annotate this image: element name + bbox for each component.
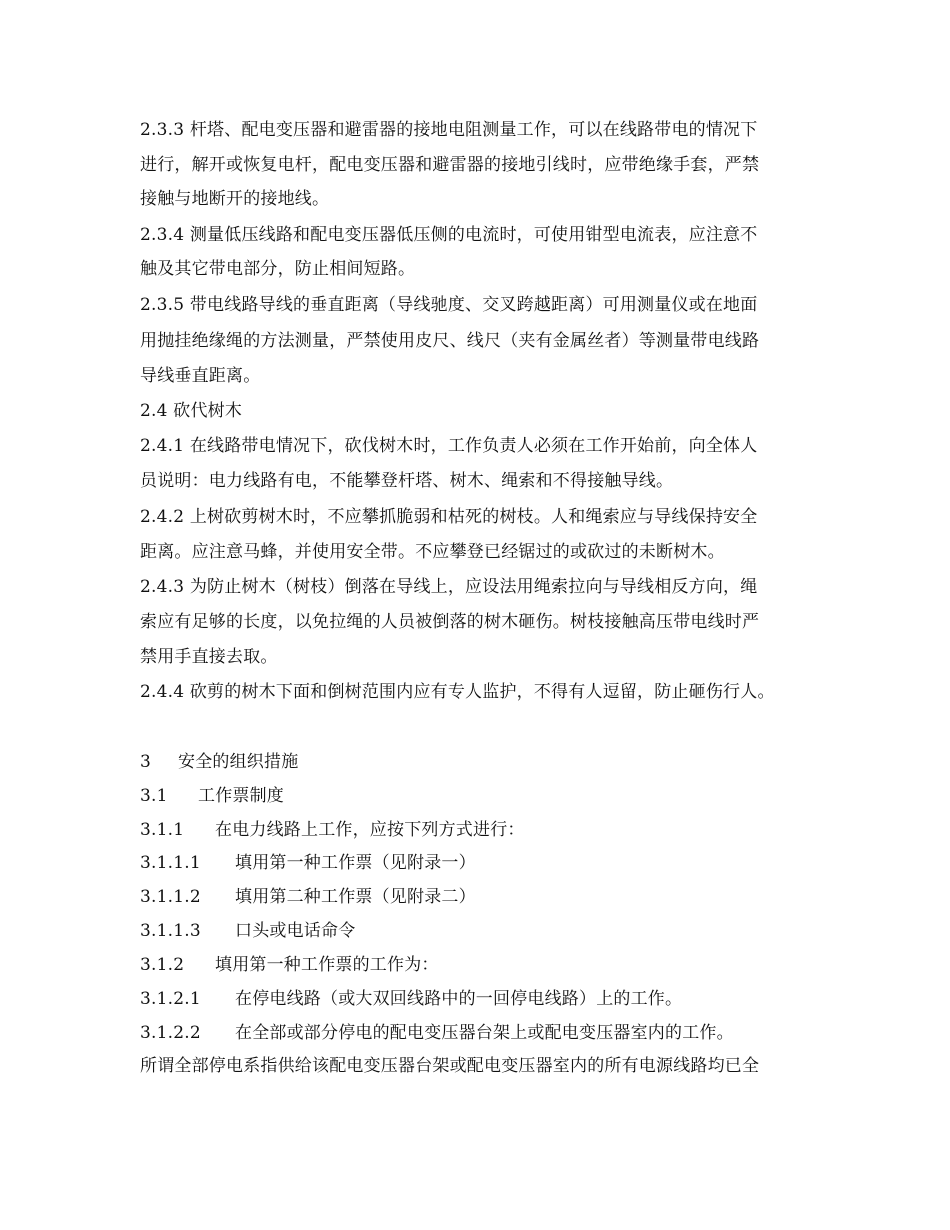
text-line: 所谓全部停电系指供给该配电变压器台架或配电变压器室内的所有电源线路均已全 — [140, 1056, 760, 1076]
outline-item — [140, 887, 476, 907]
text-line: 触及其它带电部分，防止相间短路。 — [140, 259, 416, 279]
text-line: 用抛挂绝缘绳的方法测量，严禁使用皮尺、线尺（夹有金属丝者）等测量带电线路 — [140, 331, 760, 351]
text-line: 接触与地断开的接地线。 — [140, 189, 330, 209]
outline-text: 在停电线路（或大双回线路中的一回停电线路）上的工作。 — [235, 989, 683, 1009]
outline-number: 3.1.2.2 — [140, 1023, 201, 1043]
text-line: 2.3.3 杆塔、配电变压器和避雷器的接地电阻测量工作，可以在线路带电的情况下 — [140, 120, 758, 140]
outline-number: 3.1.1 — [140, 820, 185, 840]
outline-text: 工作票制度 — [198, 786, 284, 806]
text-line: 员说明：电力线路有电，不能攀登杆塔、树木、绳索和不得接触导线。 — [140, 471, 674, 491]
text-line: 2.4.3 为防止树木（树枝）倒落在导线上，应设法用绳索拉向与导线相反方向，绳 — [140, 577, 758, 597]
outline-number: 3.1.2.1 — [140, 989, 201, 1009]
outline-item — [140, 989, 682, 1009]
outline-number: 3.1.1.1 — [140, 853, 201, 873]
outline-item — [140, 786, 284, 806]
outline-number: 3.1.1.3 — [140, 921, 201, 941]
text-line: 2.4.4 砍剪的树木下面和倒树范围内应有专人监护，不得有人逗留，防止砸伤行人。 — [140, 682, 775, 702]
text-line: 2.4.2 上树砍剪树木时，不应攀抓脆弱和枯死的树枝。人和绳索应与导线保持安全 — [140, 507, 758, 527]
outline-item — [140, 921, 355, 941]
text-line: 2.3.4 测量低压线路和配电变压器低压侧的电流时，可使用钳型电流表，应注意不 — [140, 225, 758, 245]
outline-number: 3.1 — [140, 786, 168, 806]
outline-text: 填用第一种工作票的工作为： — [215, 955, 439, 975]
outline-text: 在电力线路上工作，应按下列方式进行： — [215, 820, 525, 840]
outline-item — [140, 820, 525, 840]
text-line: 2.3.5 带电线路导线的垂直距离（导线驰度、交叉跨越距离）可用测量仪或在地面 — [140, 295, 758, 315]
outline-item — [140, 955, 439, 975]
outline-item — [140, 1023, 734, 1043]
outline-item — [140, 752, 298, 772]
text-line: 导线垂直距离。 — [140, 366, 261, 386]
text-line: 距离。应注意马蜂，并使用安全带。不应攀登已经锯过的或砍过的未断树木。 — [140, 542, 725, 562]
section-heading: 2.4 砍代树木 — [140, 401, 243, 421]
text-line: 进行，解开或恢复电杆，配电变压器和避雷器的接地引线时，应带绝缘手套，严禁 — [140, 155, 760, 175]
text-line: 禁用手直接去取。 — [140, 647, 278, 667]
outline-text: 口头或电话命令 — [235, 921, 356, 941]
outline-text: 填用第二种工作票（见附录二） — [235, 887, 476, 907]
outline-text: 在全部或部分停电的配电变压器台架上或配电变压器室内的工作。 — [235, 1023, 734, 1043]
text-line: 2.4.1 在线路带电情况下，砍伐树木时，工作负责人必须在工作开始前，向全体人 — [140, 436, 758, 456]
outline-number: 3.1.2 — [140, 955, 185, 975]
outline-item — [140, 853, 476, 873]
outline-text: 安全的组织措施 — [178, 752, 299, 772]
outline-number: 3.1.1.2 — [140, 887, 201, 907]
text-line: 索应有足够的长度，以免拉绳的人员被倒落的树木砸伤。树枝接触高压带电线时严 — [140, 612, 760, 632]
outline-text: 填用第一种工作票（见附录一） — [235, 853, 476, 873]
outline-number: 3 — [140, 752, 152, 772]
